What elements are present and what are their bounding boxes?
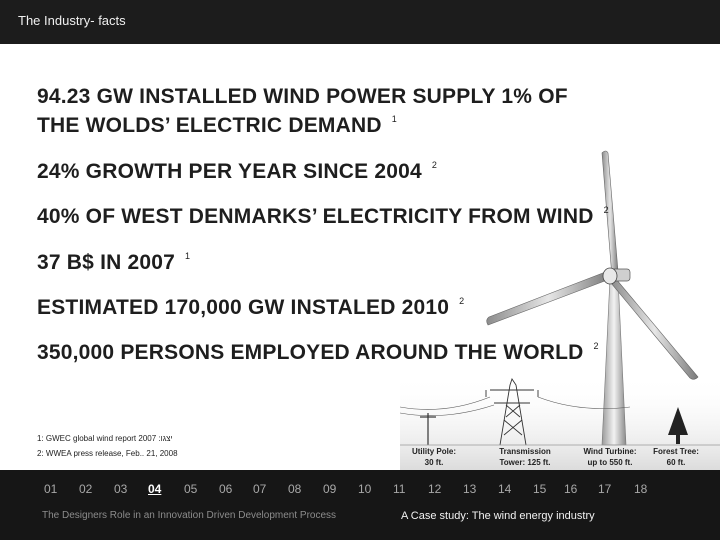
turbine-hub bbox=[603, 268, 617, 284]
page-title: The Industry- facts bbox=[18, 13, 126, 28]
footnote-ref: 2 bbox=[459, 296, 465, 306]
utility-pole-height: 30 ft. bbox=[424, 458, 444, 467]
footnote-2: 2: WWEA press release, Feb.. 21, 2008 bbox=[37, 449, 178, 458]
fact-investment bbox=[37, 248, 190, 277]
page-link-16[interactable]: 16 bbox=[564, 482, 578, 496]
turbine-blade-left bbox=[487, 271, 610, 325]
footer-bar bbox=[0, 470, 720, 540]
footnote-ref: 2 bbox=[593, 341, 599, 351]
footnote-1: 1: GWEC global wind report 2007 :יצגו bbox=[37, 434, 173, 443]
turbine-tower bbox=[602, 278, 626, 445]
page-link-17[interactable]: 17 bbox=[598, 482, 612, 496]
page-link-02[interactable]: 02 bbox=[79, 482, 93, 496]
forest-tree-label: Forest Tree: bbox=[653, 447, 699, 456]
fact-denmark bbox=[37, 202, 609, 231]
utility-pole-label: Utility Pole: bbox=[411, 447, 457, 456]
transmission-tower-height: Tower: 125 ft. bbox=[499, 458, 551, 467]
page-link-11[interactable]: 11 bbox=[393, 482, 406, 496]
page-link-13[interactable]: 13 bbox=[463, 482, 477, 496]
page-link-05[interactable]: 05 bbox=[184, 482, 198, 496]
page-link-08[interactable]: 08 bbox=[288, 482, 302, 496]
page-link-01[interactable]: 01 bbox=[44, 482, 58, 496]
page-link-04[interactable]: 04 bbox=[148, 482, 162, 496]
fact-estimate-2010 bbox=[37, 293, 464, 322]
fact-installed-capacity bbox=[37, 82, 568, 140]
fact-text: 94.23 GW INSTALLED WIND POWER SUPPLY 1% OF THE WOLDS’ ELECTRIC DEMAND bbox=[37, 85, 568, 137]
wind-turbine-height: up to 550 ft. bbox=[587, 458, 633, 467]
fact-text: 37 B$ IN 2007 bbox=[37, 251, 176, 274]
footnote-ref: 2 bbox=[603, 205, 609, 215]
wind-turbine-label: Wind Turbine: bbox=[583, 447, 637, 456]
fact-employment bbox=[37, 338, 599, 367]
page-link-03[interactable]: 03 bbox=[114, 482, 128, 496]
page-link-09[interactable]: 09 bbox=[323, 482, 337, 496]
page-link-10[interactable]: 10 bbox=[358, 482, 372, 496]
fact-text: 40% OF WEST DENMARKS’ ELECTRICITY FROM WIND bbox=[37, 205, 594, 228]
footnote-ref: 2 bbox=[431, 160, 438, 170]
footnote-ref: 1 bbox=[185, 251, 191, 261]
page-link-06[interactable]: 06 bbox=[219, 482, 233, 496]
fact-text: 24% GROWTH PER YEAR SINCE 2004 bbox=[37, 160, 422, 183]
presentation-subtitle: A Case study: The wind energy industry bbox=[401, 510, 595, 522]
forest-tree-height: 60 ft. bbox=[666, 458, 686, 467]
page-link-12[interactable]: 12 bbox=[428, 482, 442, 496]
page-link-18[interactable]: 18 bbox=[634, 482, 648, 496]
page-link-07[interactable]: 07 bbox=[253, 482, 267, 496]
turbine-blade-right bbox=[611, 279, 698, 379]
fact-text: ESTIMATED 170,000 GW INSTALED 2010 bbox=[37, 296, 450, 319]
footnote-ref: 1 bbox=[391, 114, 397, 124]
presentation-title: The Designers Role in an Innovation Driven Development Process bbox=[42, 510, 337, 521]
transmission-tower-label: Transmission bbox=[499, 447, 551, 456]
page-link-14[interactable]: 14 bbox=[498, 482, 512, 496]
header-bar bbox=[0, 0, 720, 44]
fact-text: 350,000 PERSONS EMPLOYED AROUND THE WORLD bbox=[37, 341, 584, 364]
page-link-15[interactable]: 15 bbox=[533, 482, 547, 496]
fact-growth bbox=[37, 157, 437, 186]
